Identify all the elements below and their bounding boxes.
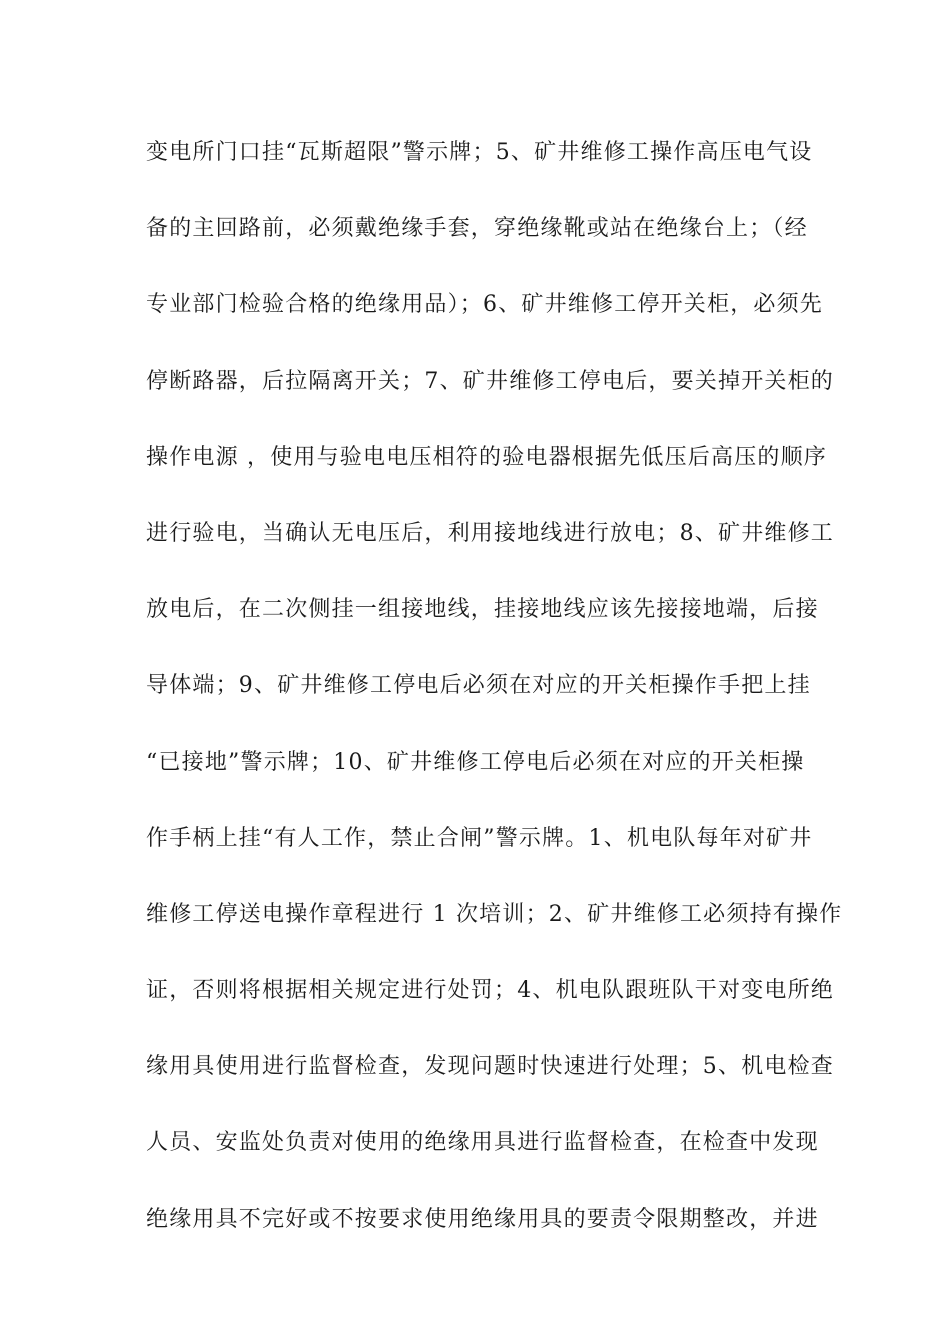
text-line: 导体端；9、矿井维修工停电后必须在对应的开关柜操作手把上挂 [146,673,811,699]
body-text [146,134,843,1277]
text-line: 人员、安监处负责对使用的绝缘用具进行监督检查，在检查中发现 [146,1130,819,1156]
text-line: 作手柄上挂“有人工作，禁止合闸”警示牌。1、机电队每年对矿井 [146,825,813,851]
text-line: 进行验电，当确认无电压后，利用接地线进行放电；8、矿井维修工 [146,520,834,546]
text-line: 维修工停送电操作章程进行 1 次培训；2、矿井维修工必须持有操作 [146,901,843,927]
text-line: 操作电源 ，使用与验电电压相符的验电器根据先低压后高压的顺序 [146,444,827,470]
text-line: 放电后，在二次侧挂一组接地线，挂接地线应该先接接地端，后接 [146,597,819,623]
text-line: 绝缘用具不完好或不按要求使用绝缘用具的要责令限期整改，并进 [146,1206,819,1232]
text-line: 备的主回路前，必须戴绝缘手套，穿绝缘靴或站在绝缘台上；（经 [146,216,808,242]
text-line: “已接地”警示牌；10、矿井维修工停电后必须在对应的开关柜操 [146,749,805,775]
text-line: 缘用具使用进行监督检查，发现问题时快速进行处理；5、机电检查 [146,1054,834,1080]
text-line: 停断路器，后拉隔离开关；7、矿井维修工停电后，要关掉开关柜的 [146,368,834,394]
text-line: 证，否则将根据相关规定进行处罚；4、机电队跟班队干对变电所绝 [146,978,834,1004]
text-line: 专业部门检验合格的绝缘用品）；6、矿井维修工停开关柜，必须先 [146,292,823,318]
text-line: 变电所门口挂“瓦斯超限”警示牌；5、矿井维修工操作高压电气设 [146,140,813,165]
